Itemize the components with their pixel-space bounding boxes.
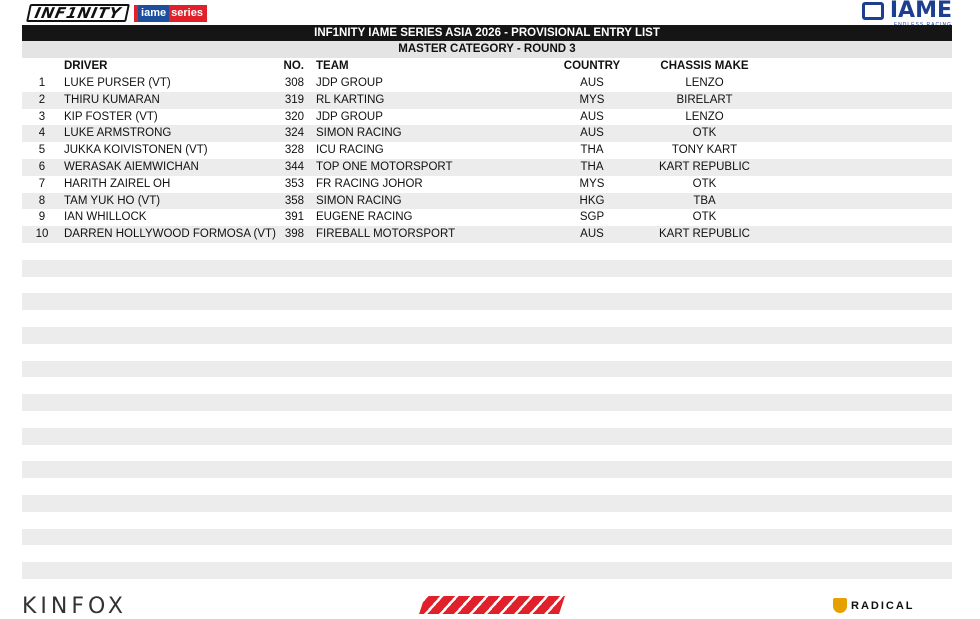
cell-number: 308 <box>284 77 304 89</box>
cell-number: 344 <box>284 160 304 173</box>
table-row <box>22 277 952 294</box>
art-logo-label <box>419 596 565 614</box>
table-row <box>22 562 952 579</box>
cell-driver: DARREN HOLLYWOOD FORMOSA (VT) <box>64 228 276 241</box>
iame-series-logo <box>134 5 207 22</box>
table-row <box>22 344 952 361</box>
sponsor-strip <box>0 590 980 619</box>
cell-country: THA <box>580 160 604 173</box>
table-row <box>22 461 952 478</box>
cell-number: 358 <box>284 194 304 207</box>
iame-series-logo-iame: iame <box>138 5 169 22</box>
cell-team: SIMON RACING <box>316 194 402 207</box>
iame-logo-mark <box>862 0 952 22</box>
cell-country: SGP <box>579 211 605 224</box>
page-title: INF1NITY IAME SERIES ASIA 2026 - PROVISIONAL ENTRY LIST <box>22 25 952 41</box>
cell-chassis: TONY KART <box>671 144 738 157</box>
cell-driver: JUKKA KOIVISTONEN (VT) <box>64 144 208 157</box>
cell-chassis: TBA <box>693 194 716 207</box>
cell-country: MYS <box>579 177 605 190</box>
header-driver: DRIVER <box>64 60 108 72</box>
cell-country: THA <box>580 144 604 157</box>
iame-logo <box>862 0 952 28</box>
cell-country: MYS <box>579 93 605 106</box>
table-row <box>22 361 952 378</box>
cell-driver: HARITH ZAIREL OH <box>64 177 171 190</box>
cell-position: 10 <box>35 228 49 241</box>
cell-country: AUS <box>580 228 604 241</box>
cell-number: 391 <box>284 211 304 224</box>
header-chassis: CHASSIS MAKE <box>660 60 749 72</box>
table-row <box>22 92 952 109</box>
table-row <box>22 478 952 495</box>
cell-team: ICU RACING <box>316 144 384 157</box>
header-team: TEAM <box>316 60 349 72</box>
cell-position: 2 <box>38 93 46 106</box>
cell-number: 324 <box>284 127 304 140</box>
radical-logo <box>833 598 915 613</box>
cell-position: 1 <box>38 77 46 89</box>
cell-chassis: LENZO <box>685 77 724 89</box>
cell-position: 7 <box>38 177 46 190</box>
table-row <box>22 545 952 562</box>
cell-chassis: KART REPUBLIC <box>659 228 750 241</box>
cell-position: 9 <box>38 211 46 224</box>
table-row <box>22 428 952 445</box>
cell-position: 4 <box>38 127 46 140</box>
table-row <box>22 109 952 126</box>
cell-chassis: OTK <box>692 177 717 190</box>
cell-position: 3 <box>38 110 46 123</box>
table-row <box>22 125 952 142</box>
logo-infinity-series <box>28 4 207 22</box>
iame-series-logo-series: series <box>171 6 203 19</box>
cell-country: AUS <box>580 77 604 89</box>
cell-team: JDP GROUP <box>316 110 383 123</box>
cell-driver: LUKE ARMSTRONG <box>64 127 172 140</box>
table-row <box>22 495 952 512</box>
page-subtitle: MASTER CATEGORY - ROUND 3 <box>22 41 952 58</box>
cell-number: 398 <box>284 228 304 241</box>
table-row <box>22 445 952 462</box>
iame-logo-text: IAME <box>889 0 952 23</box>
table-row <box>22 411 952 428</box>
cell-chassis: LENZO <box>685 110 724 123</box>
cell-team: JDP GROUP <box>316 77 383 89</box>
table-row <box>22 75 952 92</box>
cell-number: 353 <box>284 177 304 190</box>
table-row <box>22 377 952 394</box>
cell-driver: LUKE PURSER (VT) <box>64 77 171 89</box>
table-row <box>22 512 952 529</box>
cell-position: 6 <box>38 160 46 173</box>
cell-number: 320 <box>284 110 304 123</box>
cell-team: FIREBALL MOTORSPORT <box>316 228 456 241</box>
cell-driver: IAN WHILLOCK <box>64 211 147 224</box>
table-row <box>22 293 952 310</box>
entry-table <box>22 75 952 579</box>
cell-country: AUS <box>580 127 604 140</box>
iame-logo-icon <box>862 2 884 20</box>
infinity-logo: INF1NITY <box>26 4 130 22</box>
table-row <box>22 529 952 546</box>
cell-driver: THIRU KUMARAN <box>64 93 160 106</box>
cell-chassis: OTK <box>692 211 717 224</box>
table-row <box>22 159 952 176</box>
table-row <box>22 176 952 193</box>
cell-team: TOP ONE MOTORSPORT <box>316 160 453 173</box>
cell-chassis: KART REPUBLIC <box>659 160 750 173</box>
table-row <box>22 260 952 277</box>
cell-number: 319 <box>284 93 304 106</box>
cell-number: 328 <box>284 144 304 157</box>
cell-team: SIMON RACING <box>316 127 402 140</box>
header-country: COUNTRY <box>563 60 621 72</box>
cell-driver: KIP FOSTER (VT) <box>64 110 158 123</box>
radical-shield-icon <box>833 598 847 613</box>
cell-chassis: BIRELART <box>676 93 733 106</box>
radical-logo-text: RADICAL <box>851 599 915 612</box>
cell-chassis: OTK <box>692 127 717 140</box>
cell-country: AUS <box>580 110 604 123</box>
cell-team: RL KARTING <box>316 93 385 106</box>
table-row <box>22 193 952 210</box>
cell-team: EUGENE RACING <box>316 211 413 224</box>
table-row <box>22 310 952 327</box>
table-row <box>22 243 952 260</box>
cell-position: 5 <box>38 144 46 157</box>
kinfox-logo: KINFOX <box>22 594 128 619</box>
table-row <box>22 209 952 226</box>
art-logo <box>419 596 565 614</box>
table-row <box>22 142 952 159</box>
table-header <box>22 58 952 75</box>
cell-country: HKG <box>579 194 605 207</box>
table-row <box>22 226 952 243</box>
cell-position: 8 <box>38 194 46 207</box>
cell-driver: WERASAK AIEMWICHAN <box>64 160 199 173</box>
cell-driver: TAM YUK HO (VT) <box>64 194 161 207</box>
table-row <box>22 327 952 344</box>
table-row <box>22 394 952 411</box>
header-no: NO. <box>283 60 304 72</box>
cell-team: FR RACING JOHOR <box>316 177 423 190</box>
